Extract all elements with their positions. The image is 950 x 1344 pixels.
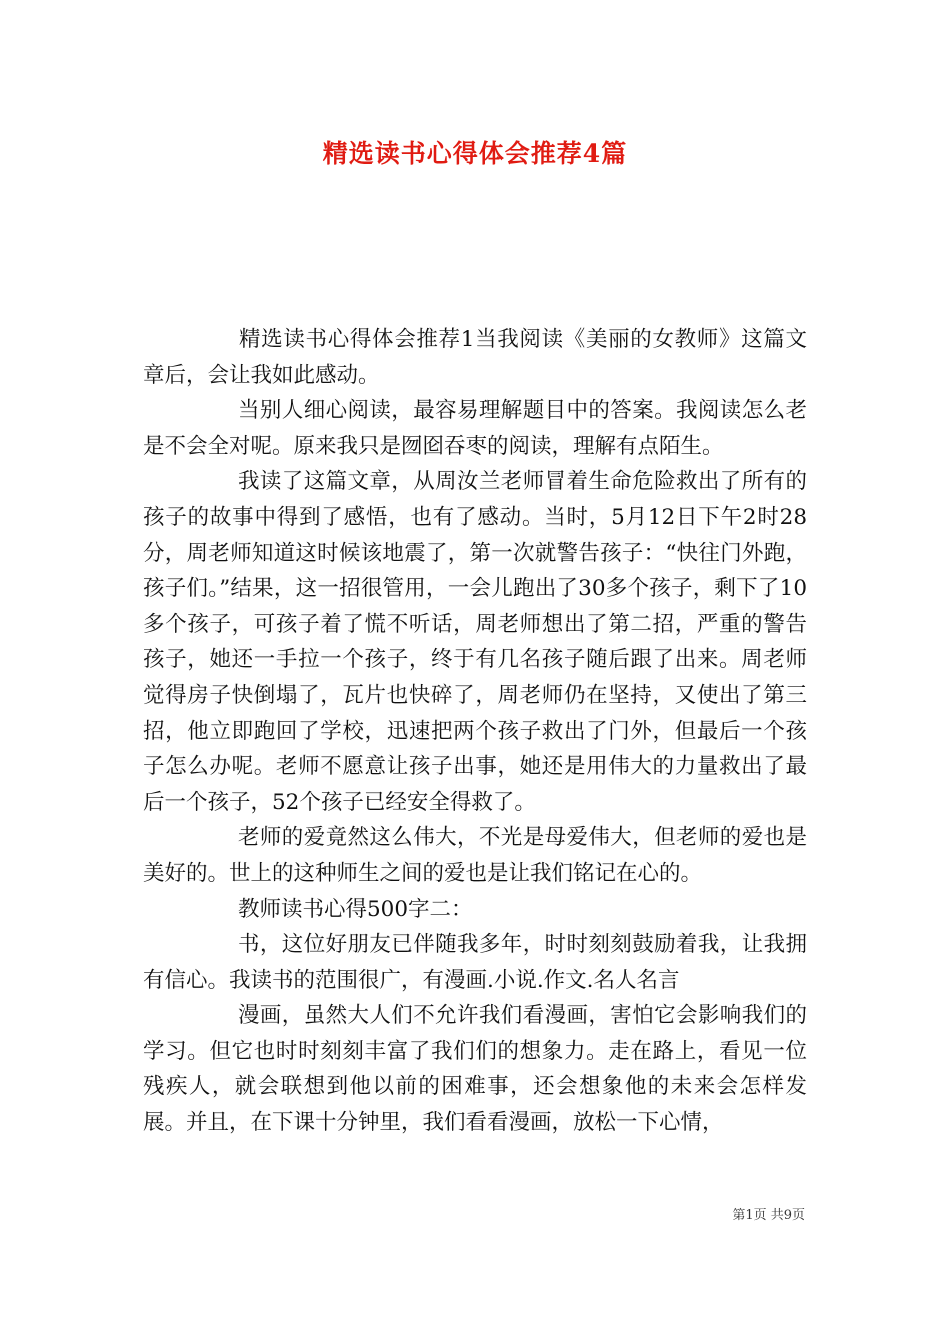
paragraph: 当别人细心阅读，最容易理解题目中的答案。我阅读怎么老是不会全对呢。原来我只是囫囵吞枣的阅读，理解有点陌生。 <box>143 398 807 459</box>
paragraph: 书，这位好朋友已伴随我多年，时时刻刻鼓励着我，让我拥有信心。我读书的范围很广，有漫画.小说.作文.名人名言 <box>143 932 807 993</box>
page-number-footer: 第1页 共9页 <box>732 1208 805 1223</box>
paragraph: 老师的爱竟然这么伟大，不光是母爱伟大，但老师的爱也是美好的。世上的这种师生之间的爱也是让我们铭记在心的。 <box>143 825 807 886</box>
paragraph: 精选读书心得体会推荐1当我阅读《美丽的女教师》这篇文章后，会让我如此感动。 <box>143 327 807 388</box>
document-body <box>143 322 807 1141</box>
section-heading: 教师读书心得500字二： <box>238 896 473 922</box>
paragraph: 我读了这篇文章，从周汝兰老师冒着生命危险救出了所有的孩子的故事中得到了感悟，也有了感动。当时，5月12日下午2时28分，周老师知道这时候该地震了，第一次就警告孩子：“快往门外跑，孩子们。”结果，这一招很管用，一会儿跑出了30多个孩子，剩下了10多个孩子，可孩子着了慌不听话，周老师想出了第二招，严重的警告孩子，她还一手拉一个孩子，终于有几名孩子随后跟了出来。周老师觉得房子快倒塌了，瓦片也快碎了，周老师仍在坚持，又使出了第三招，他立即跑回了学校，迅速把两个孩子救出了门外，但最后一个孩子怎么办呢。老师不愿意让孩子出事，她还是用伟大的力量救出了最后一个孩子，52个孩子已经安全得救了。 <box>143 469 807 815</box>
paragraph: 漫画，虽然大人们不允许我们看漫画，害怕它会影响我们的学习。但它也时时刻刻丰富了我们们的想象力。走在路上，看见一位残疾人，就会联想到他以前的困难事，还会想象他的未来会怎样发展。并且，在下课十分钟里，我们看看漫画，放松一下心情， <box>143 1003 807 1136</box>
document-title: 精选读书心得体会推荐4篇 <box>322 139 628 168</box>
